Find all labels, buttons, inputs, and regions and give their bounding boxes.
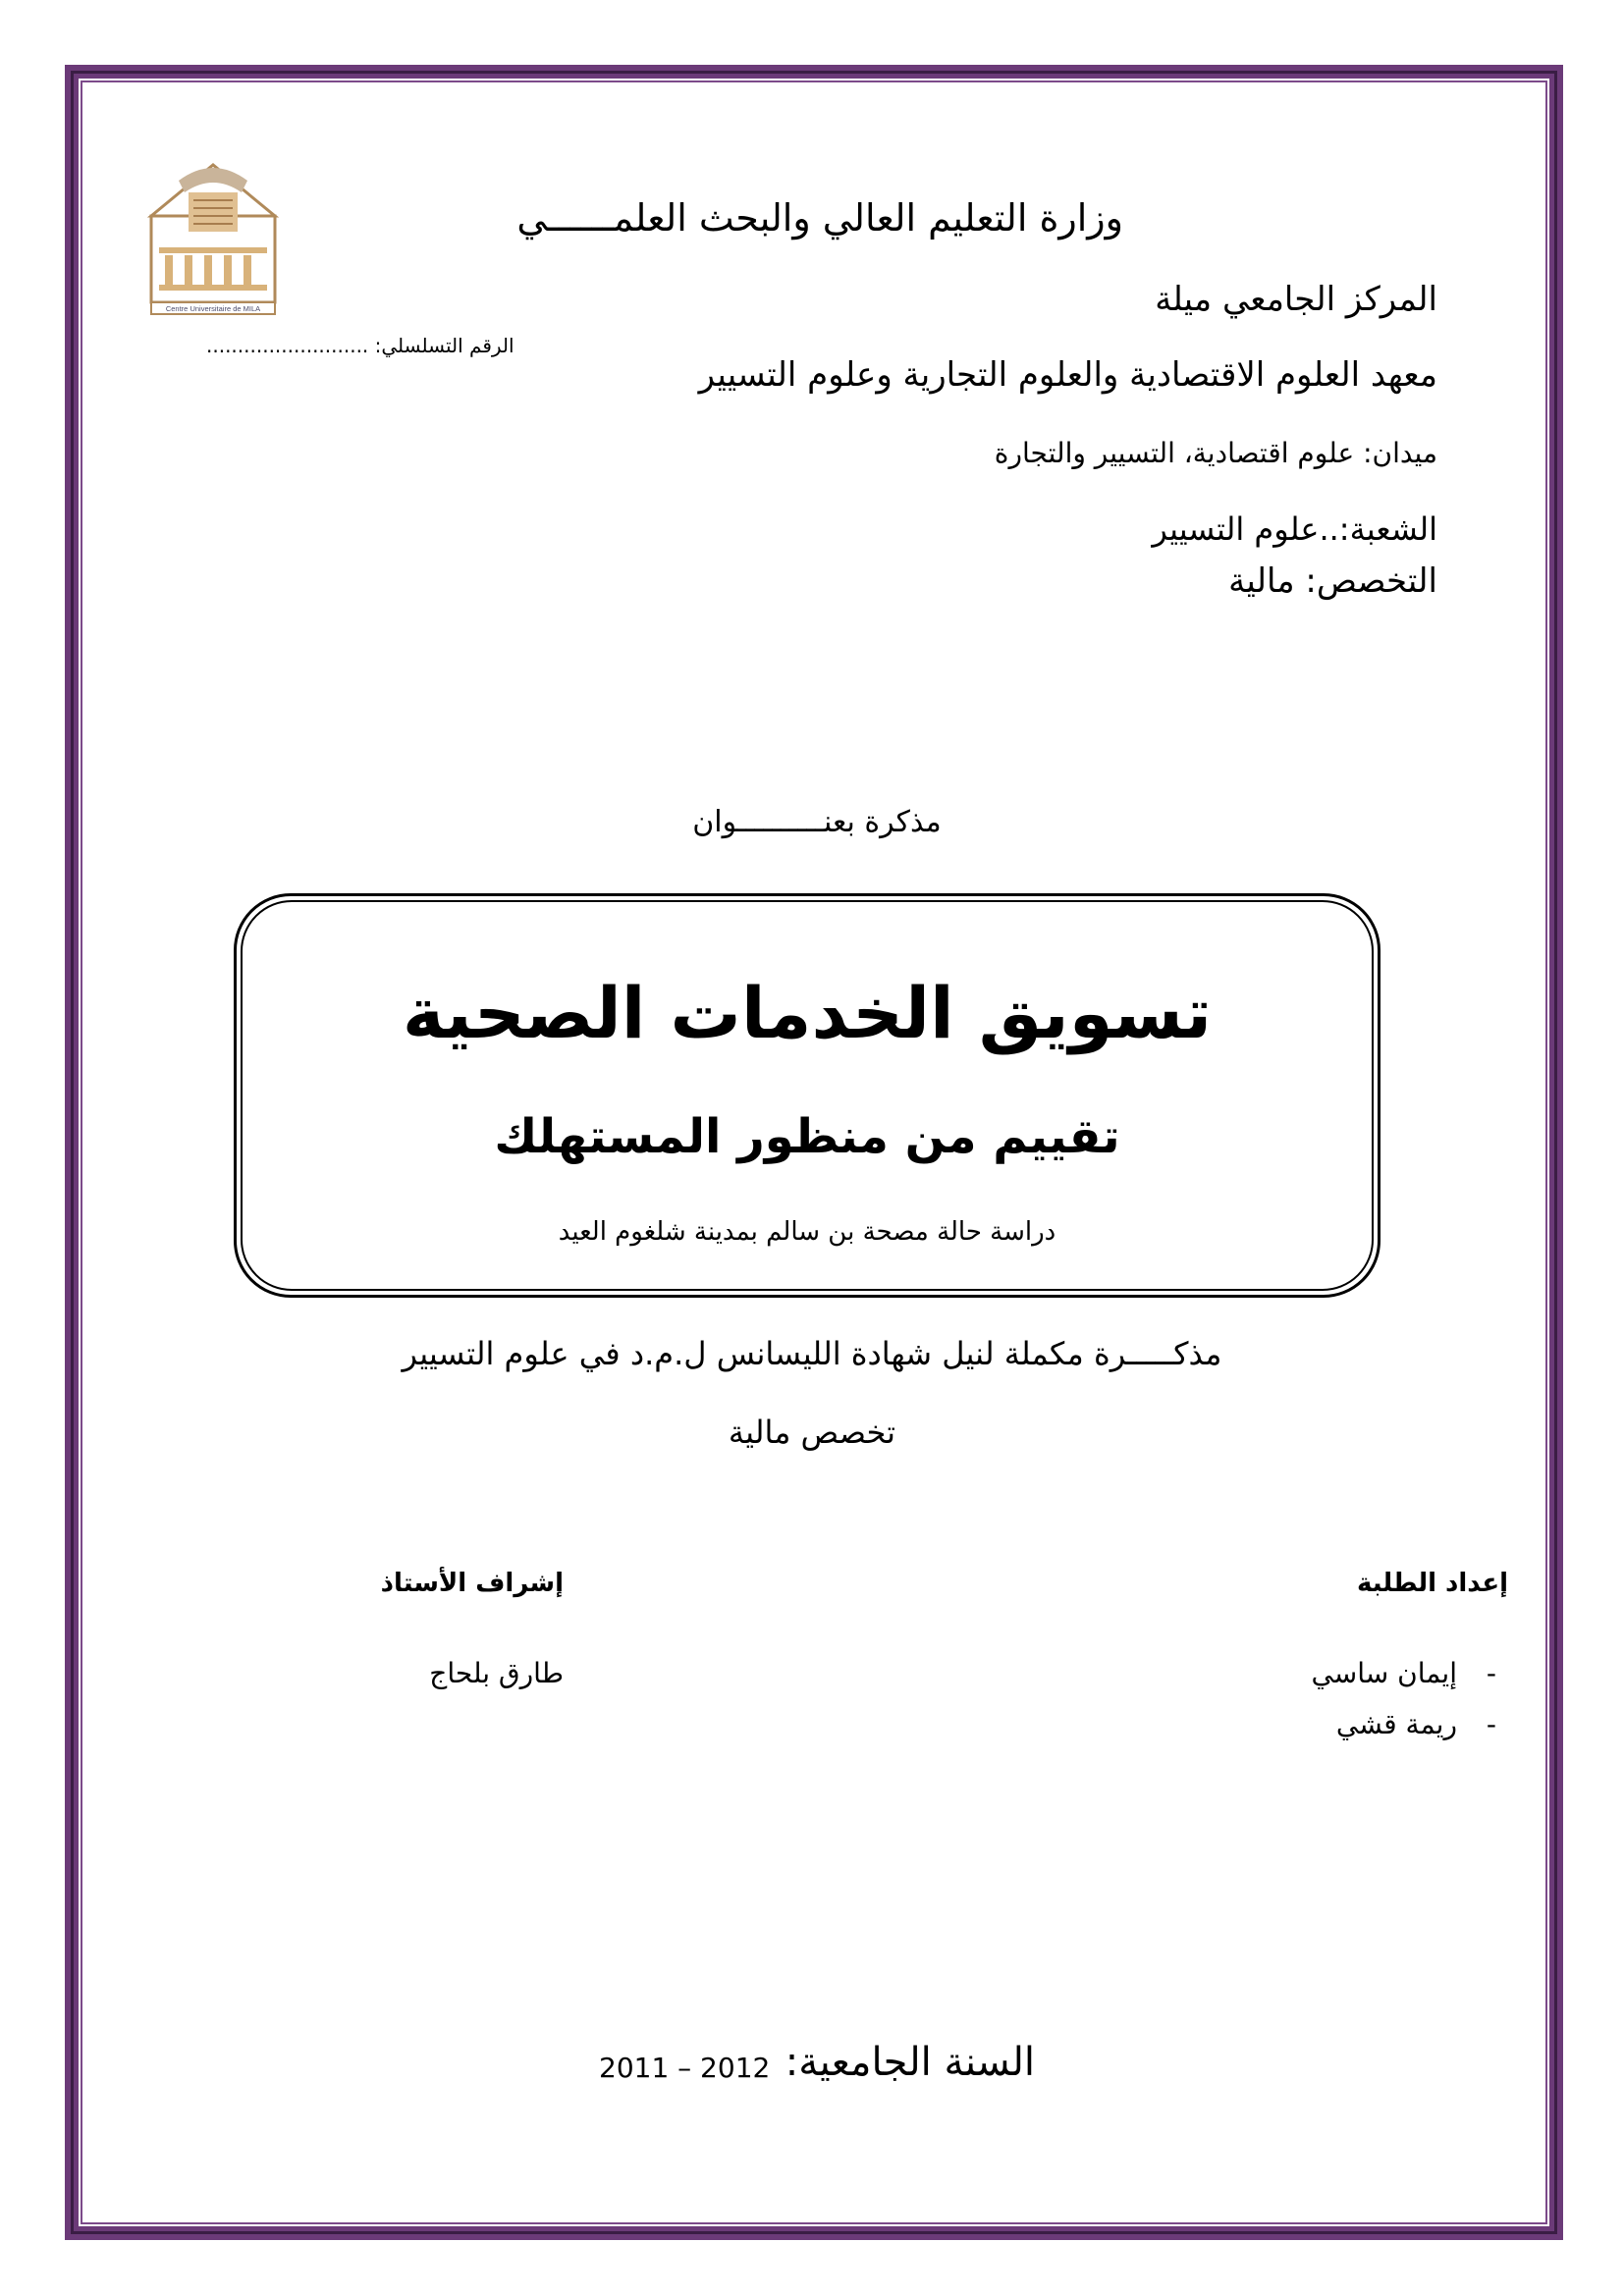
supervisor-name: طارق بلحاج bbox=[429, 1657, 564, 1689]
memo-label: مذكرة بعنــــــــــوان bbox=[692, 805, 942, 839]
list-bullet: - bbox=[1486, 1708, 1496, 1740]
students-heading: إعداد الطلبة bbox=[1357, 1569, 1508, 1598]
institute-name: معهد العلوم الاقتصادية والعلوم التجارية وعلوم التسيير bbox=[698, 355, 1437, 395]
degree-specialty: تخصص مالية bbox=[728, 1414, 896, 1451]
academic-year-label: السنة الجامعية: bbox=[785, 2040, 1035, 2085]
ministry-name: وزارة التعليم العالي والبحث العلمــــــي bbox=[516, 196, 1123, 240]
student-name: ريمة قشي bbox=[1335, 1708, 1457, 1740]
thesis-title: تسويق الخدمات الصحية bbox=[402, 972, 1213, 1054]
student-name: إيمان ساسي bbox=[1311, 1657, 1457, 1689]
university-logo bbox=[139, 159, 287, 316]
thesis-subtitle: تقييم من منظور المستهلك bbox=[494, 1109, 1120, 1164]
supervisor-heading: إشراف الأستاذ bbox=[380, 1569, 564, 1598]
degree-line: مذكـــــرة مكملة لنيل شهادة الليسانس ل.م.د في علوم التسيير bbox=[402, 1335, 1222, 1372]
field-of-study: ميدان: علوم اقتصادية، التسيير والتجارة bbox=[994, 437, 1437, 469]
branch: الشعبة:..علوم التسيير bbox=[1152, 510, 1437, 548]
logo-caption: Centre Universitaire de MILA bbox=[165, 304, 261, 313]
list-bullet: - bbox=[1486, 1657, 1496, 1689]
serial-number: الرقم التسلسلي: .......................... bbox=[206, 334, 514, 357]
university-center: المركز الجامعي ميلة bbox=[1155, 280, 1437, 319]
academic-year-value: 2011 – 2012 bbox=[599, 2052, 771, 2084]
specialization: التخصص: مالية bbox=[1228, 561, 1437, 601]
case-study: دراسة حالة مصحة بن سالم بمدينة شلغوم العيد bbox=[558, 1217, 1056, 1247]
